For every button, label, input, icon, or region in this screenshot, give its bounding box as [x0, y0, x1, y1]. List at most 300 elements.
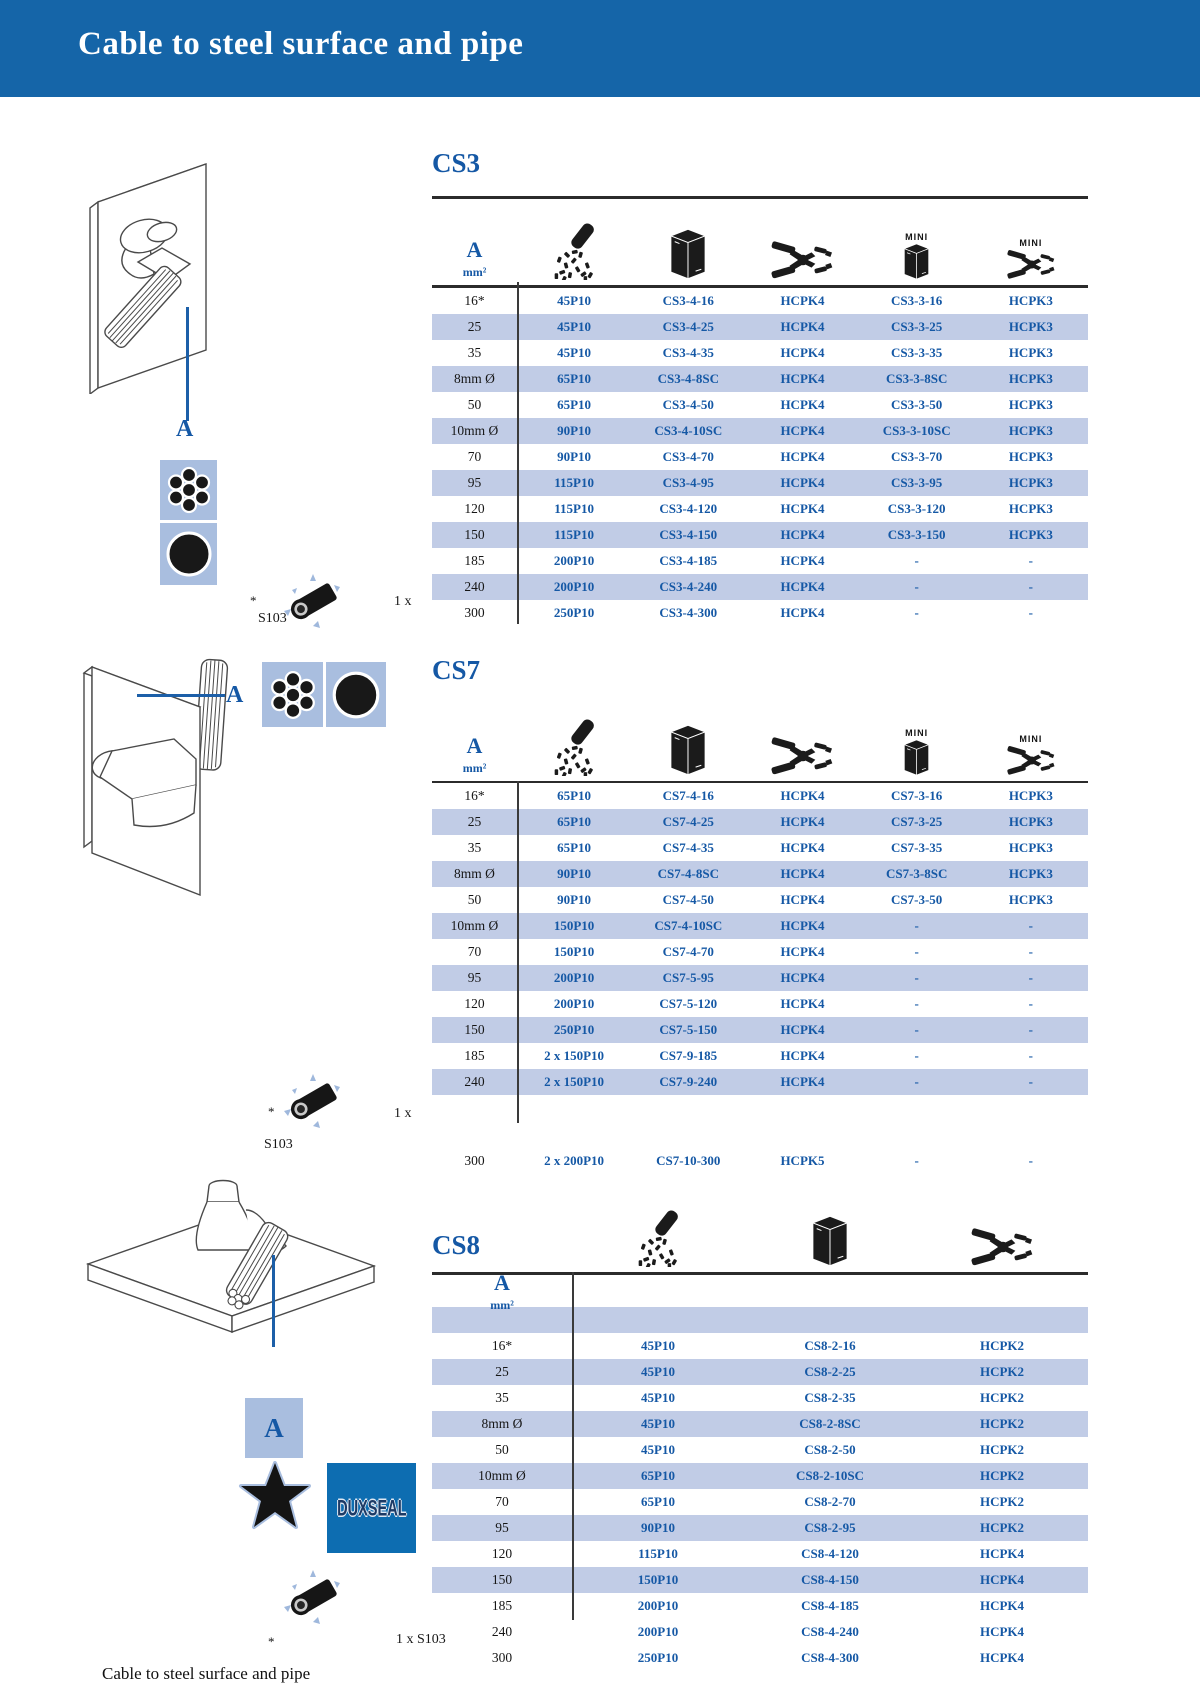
value-cell: 45P10: [641, 1442, 675, 1457]
cs8-plate-weld-illustration: [80, 1158, 382, 1354]
page-title: Cable to steel surface and pipe: [78, 26, 524, 62]
value-cell: HCPK3: [1008, 788, 1053, 803]
value-cell: 65P10: [557, 371, 592, 386]
table-row: [432, 600, 1088, 626]
value-cell: CS3-3-35: [891, 345, 943, 360]
mould-icon: [811, 1215, 849, 1267]
value-cell: CS7-4-50: [662, 892, 714, 907]
size-cell: 10mm Ø: [450, 918, 499, 933]
value-cell: 250P10: [553, 1022, 595, 1037]
size-cell: 95: [495, 1520, 509, 1535]
value-cell: HCPK4: [780, 449, 825, 464]
column-divider: [517, 781, 519, 1123]
value-cell: HCPK4: [780, 918, 825, 933]
value-cell: 200P10: [553, 970, 595, 985]
value-cell: 200P10: [553, 553, 595, 568]
table-row: [432, 288, 1088, 314]
value-cell: HCPK3: [1008, 866, 1053, 881]
value-cell: CS3-4-300: [659, 605, 718, 620]
value-cell: CS8-4-150: [801, 1572, 859, 1587]
value-cell: 250P10: [553, 605, 595, 620]
table-row: [432, 1463, 1088, 1489]
header-icon-cell: [517, 222, 631, 285]
size-cell: 16*: [464, 788, 485, 803]
size-cell: 10mm Ø: [478, 1468, 526, 1483]
value-cell: CS8-2-25: [804, 1364, 856, 1379]
mini-label: MINI: [1019, 238, 1043, 248]
value-cell: HCPK3: [1008, 397, 1053, 412]
value-cell: CS7-5-150: [659, 1022, 718, 1037]
size-cell: 150: [464, 1022, 485, 1037]
value-cell: CS3-4-185: [659, 553, 718, 568]
value-cell: -: [1028, 1074, 1034, 1089]
value-cell: CS7-3-50: [891, 892, 943, 907]
value-cell: HCPK4: [979, 1650, 1025, 1665]
mini-label: MINI: [1019, 734, 1043, 744]
icon-header-row: [432, 713, 1088, 781]
area-unit: mm²: [462, 761, 487, 775]
value-cell: HCPK3: [1008, 527, 1053, 542]
table-row: [432, 965, 1088, 991]
table-row: [432, 470, 1088, 496]
value-cell: HCPK2: [979, 1338, 1025, 1353]
value-cell: 115P10: [554, 475, 594, 490]
value-cell: -: [1028, 605, 1034, 620]
cs8-section-line: [272, 1255, 275, 1347]
value-cell: HCPK4: [780, 996, 825, 1011]
sleeve-code-label: S103: [258, 611, 287, 626]
cs7-wall-weld-illustration: [78, 655, 240, 901]
table-row: [432, 496, 1088, 522]
table-row: [432, 574, 1088, 600]
value-cell: HCPK4: [780, 944, 825, 959]
value-cell: HCPK4: [780, 371, 825, 386]
header-icon-cell: [860, 728, 974, 781]
header-icon-cell: [745, 736, 859, 781]
table-row: [432, 522, 1088, 548]
size-cell: 70: [495, 1494, 509, 1509]
size-cell: 185: [491, 1598, 513, 1613]
value-cell: CS7-4-35: [662, 840, 714, 855]
value-cell: HCPK4: [979, 1546, 1025, 1561]
size-cell: 10mm Ø: [450, 423, 499, 438]
value-cell: HCPK4: [780, 293, 825, 308]
size-cell: 185: [464, 1048, 485, 1063]
value-cell: HCPK4: [780, 553, 825, 568]
solid-cable-swatch: [326, 662, 386, 727]
value-cell: 200P10: [553, 996, 595, 1011]
table-row: [432, 392, 1088, 418]
table-row: [432, 548, 1088, 574]
cs7-section-label: A: [226, 682, 244, 708]
table-row: [432, 1359, 1088, 1385]
value-cell: HCPK4: [780, 345, 825, 360]
mini-label: MINI: [905, 728, 929, 738]
cs7-table: [432, 655, 1088, 1174]
value-cell: 45P10: [641, 1364, 675, 1379]
cs3-section-label: A: [176, 416, 194, 442]
value-cell: CS7-4-25: [662, 814, 714, 829]
table-row: [432, 1489, 1088, 1515]
value-cell: HCPK4: [780, 527, 825, 542]
table-row: [432, 1411, 1088, 1437]
value-cell: 45P10: [641, 1416, 675, 1431]
cs8-section-swatch: [245, 1398, 303, 1458]
size-cell: 25: [467, 814, 482, 829]
table-row: [432, 1645, 1088, 1671]
size-cell: 240: [464, 1074, 485, 1089]
table-row: [432, 1385, 1088, 1411]
value-cell: HCPK3: [1008, 319, 1053, 334]
table-row: [432, 835, 1088, 861]
value-cell: HCPK4: [780, 1074, 825, 1089]
value-cell: HCPK3: [1008, 449, 1053, 464]
size-cell: 300: [491, 1650, 513, 1665]
value-cell: CS7-3-16: [891, 788, 943, 803]
value-cell: HCPK4: [780, 866, 825, 881]
value-cell: CS3-4-150: [659, 527, 718, 542]
value-cell: 200P10: [637, 1598, 679, 1613]
value-cell: CS3-4-35: [662, 345, 714, 360]
table-row: [432, 1017, 1088, 1043]
value-cell: HCPK2: [979, 1364, 1025, 1379]
size-cell: 240: [464, 579, 485, 594]
value-cell: HCPK4: [780, 970, 825, 985]
value-cell: 45P10: [557, 345, 592, 360]
value-cell: HCPK2: [979, 1494, 1025, 1509]
value-cell: HCPK2: [979, 1468, 1025, 1483]
value-cell: HCPK3: [1008, 345, 1053, 360]
sleeve-code-label: S103: [264, 1137, 293, 1152]
header-label-cell: [432, 733, 517, 781]
value-cell: 45P10: [641, 1390, 675, 1405]
header-icon-cell: [860, 232, 974, 285]
value-cell: -: [914, 579, 919, 594]
table-row: [432, 809, 1088, 835]
value-cell: HCPK2: [979, 1390, 1025, 1405]
size-cell: 120: [491, 1546, 513, 1561]
value-cell: 90P10: [557, 423, 592, 438]
table-row: [432, 783, 1088, 809]
value-cell: 200P10: [553, 579, 595, 594]
value-cell: 2 x 200P10: [544, 1153, 605, 1168]
size-cell: 150: [491, 1572, 513, 1587]
value-cell: CS7-9-240: [659, 1074, 718, 1089]
mould-icon: [669, 228, 707, 280]
size-cell: 120: [464, 996, 485, 1011]
value-cell: CS7-4-70: [662, 944, 714, 959]
value-cell: -: [914, 970, 919, 985]
size-cell: 70: [467, 944, 482, 959]
value-cell: 150P10: [637, 1572, 679, 1587]
table-row: [432, 887, 1088, 913]
table-row: [432, 1069, 1088, 1095]
footnote-mark: *: [268, 1104, 275, 1119]
cs7-qty-label: 1 x: [394, 1106, 412, 1121]
area-label: A: [466, 733, 483, 758]
table-row: [432, 1515, 1088, 1541]
stranded-cable-swatch: [160, 460, 217, 520]
value-cell: -: [914, 996, 919, 1011]
stranded-conductor-icon: [164, 464, 214, 516]
value-cell: CS3-3-16: [891, 293, 943, 308]
stranded-cable-swatch: [262, 662, 323, 727]
value-cell: CS3-4-16: [662, 293, 714, 308]
value-cell: CS3-3-70: [891, 449, 943, 464]
mini-label: MINI: [905, 232, 929, 242]
value-cell: 115P10: [554, 527, 594, 542]
value-cell: -: [1028, 970, 1034, 985]
table-row: [432, 444, 1088, 470]
area-unit: mm²: [490, 1297, 514, 1312]
table-row: [432, 913, 1088, 939]
value-cell: -: [914, 553, 919, 568]
value-cell: -: [1028, 1022, 1034, 1037]
value-cell: CS8-4-240: [801, 1624, 859, 1639]
value-cell: CS3-4-70: [662, 449, 714, 464]
table-row: [432, 861, 1088, 887]
size-cell: 70: [467, 449, 482, 464]
mould-icon: [669, 724, 707, 776]
size-cell: 150: [464, 527, 485, 542]
value-cell: -: [1028, 944, 1034, 959]
value-cell: 65P10: [557, 397, 592, 412]
star-icon: [238, 1461, 312, 1531]
value-cell: 45P10: [557, 319, 592, 334]
value-cell: 250P10: [637, 1650, 679, 1665]
value-cell: CS8-2-10SC: [796, 1468, 864, 1483]
table-row: [432, 991, 1088, 1017]
value-cell: 90P10: [557, 866, 592, 881]
value-cell: CS3-3-10SC: [882, 423, 951, 438]
size-cell: 50: [467, 892, 482, 907]
value-cell: HCPK4: [780, 788, 825, 803]
value-cell: HCPK3: [1008, 475, 1053, 490]
header-icon-cell: [631, 228, 745, 285]
header-icon-cell: [517, 718, 631, 781]
value-cell: CS7-3-25: [891, 814, 943, 829]
value-cell: -: [914, 605, 919, 620]
handle-clamp-icon: [971, 1227, 1033, 1267]
powder-cartridge-icon: [551, 222, 597, 280]
value-cell: CS7-3-8SC: [885, 866, 948, 881]
table-row: [432, 1619, 1088, 1645]
value-cell: 200P10: [637, 1624, 679, 1639]
mini-mould-icon: [903, 728, 930, 776]
value-cell: CS3-4-120: [659, 501, 718, 516]
header-icon-cell: [631, 724, 745, 781]
value-cell: HCPK4: [780, 892, 825, 907]
value-cell: CS3-3-120: [887, 501, 946, 516]
solid-cable-swatch: [160, 523, 217, 585]
table-row: [432, 314, 1088, 340]
handle-clamp-icon: [771, 736, 833, 776]
table-title-cs7: CS7: [432, 655, 481, 685]
value-cell: CS3-3-8SC: [885, 371, 948, 386]
size-cell: 95: [467, 970, 482, 985]
value-cell: CS8-2-16: [804, 1338, 856, 1353]
area-label: A: [494, 1269, 510, 1295]
header-icon-cell: [974, 238, 1088, 285]
header-icon-cell: [745, 240, 859, 285]
table-row: [432, 939, 1088, 965]
value-cell: -: [1028, 1153, 1034, 1168]
header-icon-cell: [572, 1209, 744, 1272]
mini-clamp-icon: [1007, 238, 1055, 280]
value-cell: CS8-2-95: [804, 1520, 856, 1535]
area-column-header: [463, 237, 487, 280]
value-cell: -: [1028, 996, 1034, 1011]
value-cell: 115P10: [554, 501, 594, 516]
value-cell: HCPK3: [1008, 814, 1053, 829]
size-cell: 25: [495, 1364, 509, 1379]
value-cell: -: [1028, 553, 1034, 568]
value-cell: CS3-4-8SC: [657, 371, 719, 386]
mini-clamp-icon: [1007, 734, 1055, 776]
value-cell: 65P10: [557, 840, 592, 855]
header-label-cell: [432, 237, 517, 285]
size-cell: 50: [495, 1442, 509, 1457]
value-cell: CS3-3-95: [891, 475, 943, 490]
value-cell: -: [914, 944, 919, 959]
area-header-row: [432, 1269, 1088, 1312]
value-cell: CS8-4-185: [801, 1598, 859, 1613]
size-cell: 8mm Ø: [454, 371, 495, 386]
cs3-table: [432, 148, 1088, 626]
cable-sleeve-icon: [282, 1074, 344, 1133]
column-divider: [517, 282, 519, 624]
value-cell: CS7-5-120: [659, 996, 718, 1011]
value-cell: HCPK3: [1008, 892, 1053, 907]
solid-conductor-icon: [329, 667, 383, 723]
value-cell: CS7-5-95: [662, 970, 714, 985]
size-cell: 185: [464, 553, 485, 568]
value-cell: HCPK2: [979, 1442, 1025, 1457]
value-cell: CS3-4-10SC: [654, 423, 723, 438]
value-cell: -: [914, 1074, 919, 1089]
size-cell: 95: [467, 475, 482, 490]
value-cell: CS7-4-8SC: [657, 866, 719, 881]
value-cell: CS8-4-300: [801, 1650, 859, 1665]
value-cell: -: [914, 1022, 919, 1037]
mini-mould-icon: [903, 232, 930, 280]
footnote-mark: *: [250, 593, 257, 608]
value-cell: 65P10: [557, 788, 592, 803]
value-cell: -: [914, 1048, 919, 1063]
value-cell: 65P10: [641, 1468, 675, 1483]
value-cell: CS3-4-50: [662, 397, 714, 412]
value-cell: 45P10: [641, 1338, 675, 1353]
cable-sleeve-icon: [282, 574, 344, 633]
value-cell: HCPK4: [780, 579, 825, 594]
table-row: [432, 1148, 1088, 1174]
size-cell: 16*: [464, 293, 485, 308]
value-cell: HCPK4: [979, 1624, 1025, 1639]
solid-conductor-icon: [163, 527, 215, 581]
table-title-cs3: CS3: [432, 148, 481, 178]
header-icon-cell: [974, 734, 1088, 781]
size-cell: 35: [495, 1390, 509, 1405]
header-icon-cell: [916, 1227, 1088, 1272]
value-cell: CS3-3-50: [891, 397, 943, 412]
value-cell: 150P10: [553, 944, 595, 959]
header-label-cell: [432, 1270, 572, 1313]
value-cell: CS7-10-300: [656, 1153, 721, 1168]
table-title-cs8: CS8: [432, 1230, 481, 1260]
value-cell: HCPK3: [1008, 423, 1053, 438]
value-cell: HCPK3: [1008, 501, 1053, 516]
value-cell: -: [914, 918, 919, 933]
stranded-conductor-icon: [267, 668, 319, 722]
cs8-table: [432, 1208, 1088, 1671]
table-row: [432, 1043, 1088, 1069]
value-cell: HCPK4: [780, 319, 825, 334]
value-cell: HCPK5: [780, 1153, 825, 1168]
value-cell: HCPK4: [780, 475, 825, 490]
value-cell: CS3-3-25: [891, 319, 943, 334]
value-cell: CS8-2-8SC: [799, 1416, 861, 1431]
size-cell: 120: [464, 501, 485, 516]
area-column-header: [463, 733, 487, 776]
value-cell: HCPK4: [780, 397, 825, 412]
duxseal-logo: [327, 1463, 416, 1553]
area-label: A: [466, 237, 483, 262]
icon-header-row: [432, 199, 1088, 285]
size-cell: 16*: [491, 1338, 513, 1353]
cs3-section-line: [186, 307, 189, 421]
value-cell: CS7-9-185: [659, 1048, 718, 1063]
area-unit: mm²: [462, 265, 487, 279]
table-row: [432, 1333, 1088, 1359]
footnote-mark: *: [268, 1634, 275, 1649]
value-cell: 90P10: [641, 1520, 675, 1535]
size-cell: 35: [467, 840, 482, 855]
value-cell: CS7-4-10SC: [654, 918, 723, 933]
cable-sleeve-icon: [282, 1570, 344, 1629]
value-cell: HCPK4: [780, 605, 825, 620]
value-cell: 45P10: [557, 293, 592, 308]
handle-clamp-icon: [771, 240, 833, 280]
size-cell: 240: [491, 1624, 513, 1639]
duxseal-label: DUXSEAL: [336, 1495, 407, 1521]
size-cell: 25: [467, 319, 482, 334]
value-cell: CS7-3-35: [891, 840, 943, 855]
size-cell: 8mm Ø: [481, 1416, 523, 1431]
value-cell: HCPK4: [780, 840, 825, 855]
value-cell: 65P10: [641, 1494, 675, 1509]
value-cell: HCPK3: [1008, 293, 1053, 308]
value-cell: CS8-2-70: [804, 1494, 856, 1509]
value-cell: CS3-3-150: [887, 527, 946, 542]
value-cell: CS7-4-16: [662, 788, 714, 803]
icon-header-row: [432, 1216, 1088, 1272]
cs7-section-line: [137, 694, 225, 697]
cs3-wall-weld-illustration: [76, 152, 252, 394]
table-row: [432, 340, 1088, 366]
size-cell: 8mm Ø: [454, 866, 495, 881]
value-cell: -: [1028, 918, 1034, 933]
value-cell: HCPK4: [780, 1022, 825, 1037]
table-row: [432, 1541, 1088, 1567]
value-cell: 115P10: [638, 1546, 678, 1561]
table-row: [432, 1593, 1088, 1619]
area-column-header: [432, 1270, 572, 1313]
powder-cartridge-icon: [551, 718, 597, 776]
value-cell: 150P10: [553, 918, 595, 933]
cs8-qty-label: 1 x S103: [396, 1632, 446, 1647]
table-row: [432, 418, 1088, 444]
table-row: [432, 1567, 1088, 1593]
